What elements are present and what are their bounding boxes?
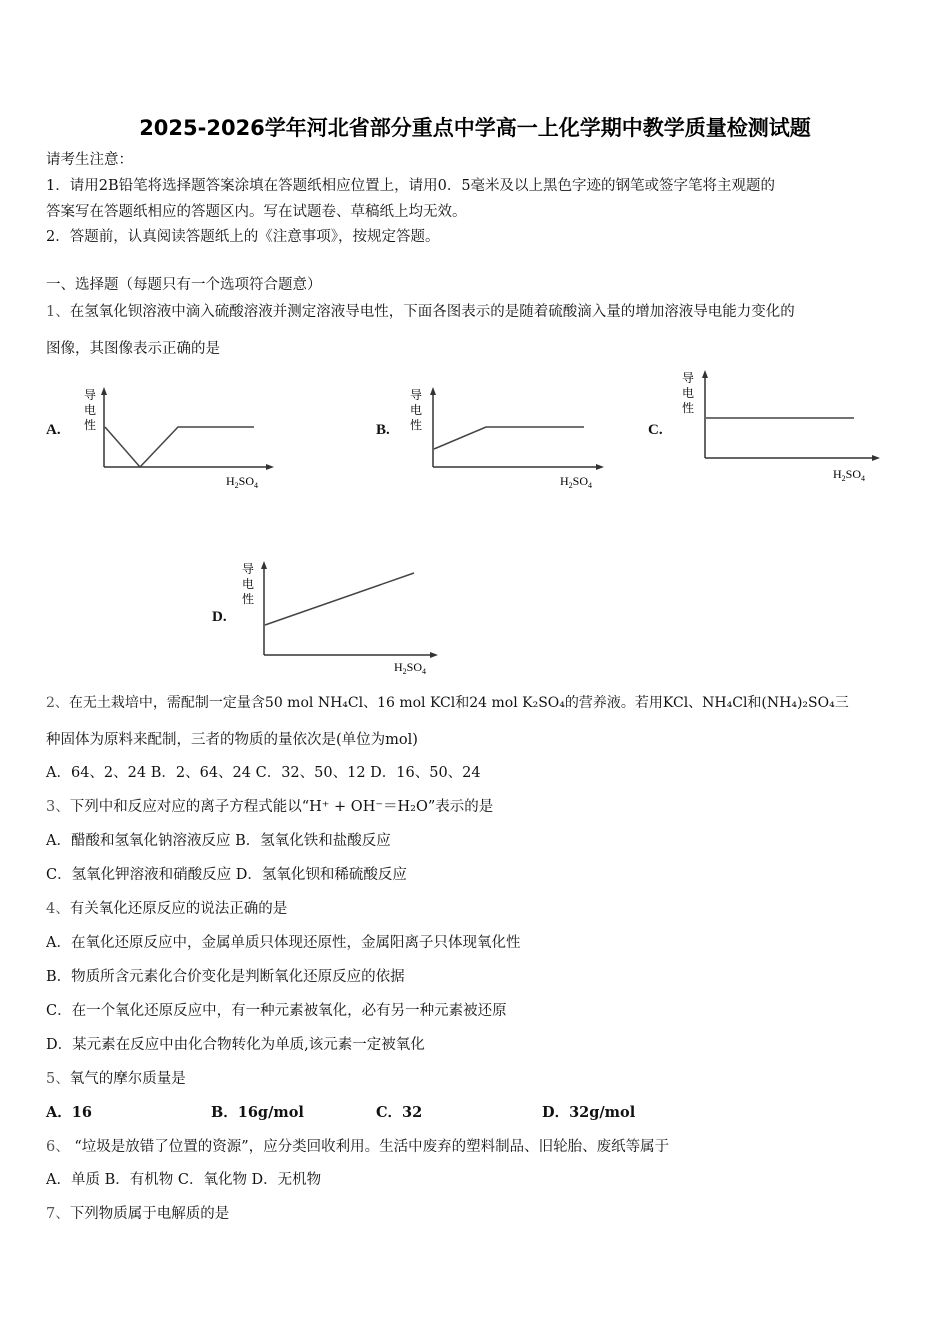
question-6 — [46, 1137, 669, 1157]
question-1 — [46, 302, 795, 322]
question-number: 7、 — [46, 1206, 70, 1222]
graph-option-a — [78, 385, 278, 490]
svg-text:性: 性 — [410, 418, 423, 432]
svg-text:导: 导 — [410, 388, 423, 402]
question-number: 2、 — [46, 695, 69, 711]
notice-item-1-cont: 答案写在答题纸相应的答题区内。写在试题卷、草稿纸上均无效。 — [46, 204, 467, 220]
option-b-label: B. — [376, 422, 390, 438]
question-stem: 下列物质属于电解质的是 — [69, 1206, 230, 1222]
svg-text:电: 电 — [84, 403, 97, 417]
question-5-option-b: B．16g/mol — [211, 1104, 304, 1121]
question-stem: 有关氧化还原反应的说法正确的是 — [69, 901, 288, 917]
question-number: 1、 — [46, 304, 70, 320]
question-stem: 在氢氧化钡溶液中滴入硫酸溶液并测定溶液导电性，下面各图表示的是随着硫酸滴入量的增加溶液导电能力变化的 — [69, 304, 795, 320]
svg-text:H2SO4: $H_2SO_4$ — [833, 467, 866, 483]
question-7 — [46, 1204, 229, 1224]
svg-text:电: 电 — [242, 577, 255, 591]
question-stem: 下列中和反应对应的离子方程式能以“H⁺ + OH⁻＝H₂O”表示的是 — [69, 799, 494, 815]
svg-text:性: 性 — [242, 592, 255, 606]
question-number: 4、 — [46, 901, 70, 917]
question-5-option-a: A．16 — [46, 1104, 92, 1121]
svg-text:H2SO4: $H_2SO_4$ — [226, 474, 259, 490]
svg-text:导: 导 — [242, 562, 255, 576]
question-3-options-ab: A．醋酸和氢氧化钠溶液反应 B．氢氧化铁和盐酸反应 — [46, 833, 391, 849]
notice-item-2: 2．答题前，认真阅读答题纸上的《注意事项》，按规定答题。 — [46, 229, 440, 245]
svg-text:导: 导 — [84, 388, 97, 402]
graph-option-d — [238, 557, 448, 675]
graph-option-b — [408, 385, 608, 490]
question-number: 3、 — [46, 799, 70, 815]
graph-option-c — [678, 366, 888, 486]
question-4 — [46, 899, 287, 919]
svg-text:电: 电 — [682, 386, 695, 400]
question-4-option-d: D．某元素在反应中由化合物转化为单质,该元素一定被氧化 — [46, 1037, 425, 1053]
question-5-option-d: D．32g/mol — [542, 1104, 636, 1121]
svg-text:H2SO4: $H_2SO_4$ — [560, 474, 593, 490]
option-c-label: C. — [648, 422, 663, 438]
question-stem: “垃圾是放错了位置的资源”，应分类回收利用。生活中废弃的塑料制品、旧轮胎、废纸等属于 — [69, 1139, 670, 1155]
question-number: 5、 — [46, 1071, 70, 1087]
question-5-option-c: C．32 — [376, 1104, 423, 1121]
question-4-option-a: A．在氧化还原反应中，金属单质只体现还原性，金属阳离子只体现氧化性 — [46, 935, 521, 951]
svg-text:电: 电 — [410, 403, 423, 417]
svg-text:性: 性 — [682, 401, 695, 415]
section-heading: 一、选择题（每题只有一个选项符合题意） — [46, 277, 322, 293]
question-number: 6、 — [46, 1139, 70, 1155]
question-2-stem-cont: 种固体为原料来配制，三者的物质的量依次是(单位为mol) — [46, 732, 418, 748]
notice-item-1: 1．请用2B铅笔将选择题答案涂填在答题纸相应位置上，请用0．5毫米及以上黑色字迹的钢笔或签字笔将主观题的 — [46, 178, 776, 194]
question-2 — [46, 693, 849, 713]
question-1-stem-cont: 图像，其图像表示正确的是 — [46, 341, 220, 357]
option-a-label: A. — [46, 422, 61, 438]
question-5 — [46, 1069, 186, 1089]
notice-heading: 请考生注意： — [46, 152, 133, 168]
question-stem: 在无土栽培中，需配制一定量含50 mol NH₄Cl、16 mol KCl和24 mol K₂SO₄的营养液。若用KCl、NH₄Cl和(NH₄)₂SO₄三 — [68, 695, 849, 711]
question-4-option-c: C．在一个氧化还原反应中，有一种元素被氧化，必有另一种元素被还原 — [46, 1003, 507, 1019]
svg-text:导: 导 — [682, 371, 695, 385]
question-6-options: A．单质 B．有机物 C．氧化物 D．无机物 — [46, 1172, 322, 1188]
page-title: 2025-2026学年河北省部分重点中学高一上化学期中教学质量检测试题 — [139, 116, 811, 140]
option-d-label: D. — [212, 609, 227, 625]
question-3 — [46, 797, 493, 817]
question-3-options-cd: C．氢氧化钾溶液和硝酸反应 D．氢氧化钡和稀硫酸反应 — [46, 867, 407, 883]
question-stem: 氧气的摩尔质量是 — [69, 1071, 186, 1087]
question-4-option-b: B．物质所含元素化合价变化是判断氧化还原反应的依据 — [46, 969, 405, 985]
svg-text:性: 性 — [84, 418, 97, 432]
question-2-options: A．64、2、24 B．2、64、24 C．32、50、12 D．16、50、24 — [46, 765, 481, 781]
svg-text:H2SO4: $H_2SO_4$ — [394, 660, 427, 675]
